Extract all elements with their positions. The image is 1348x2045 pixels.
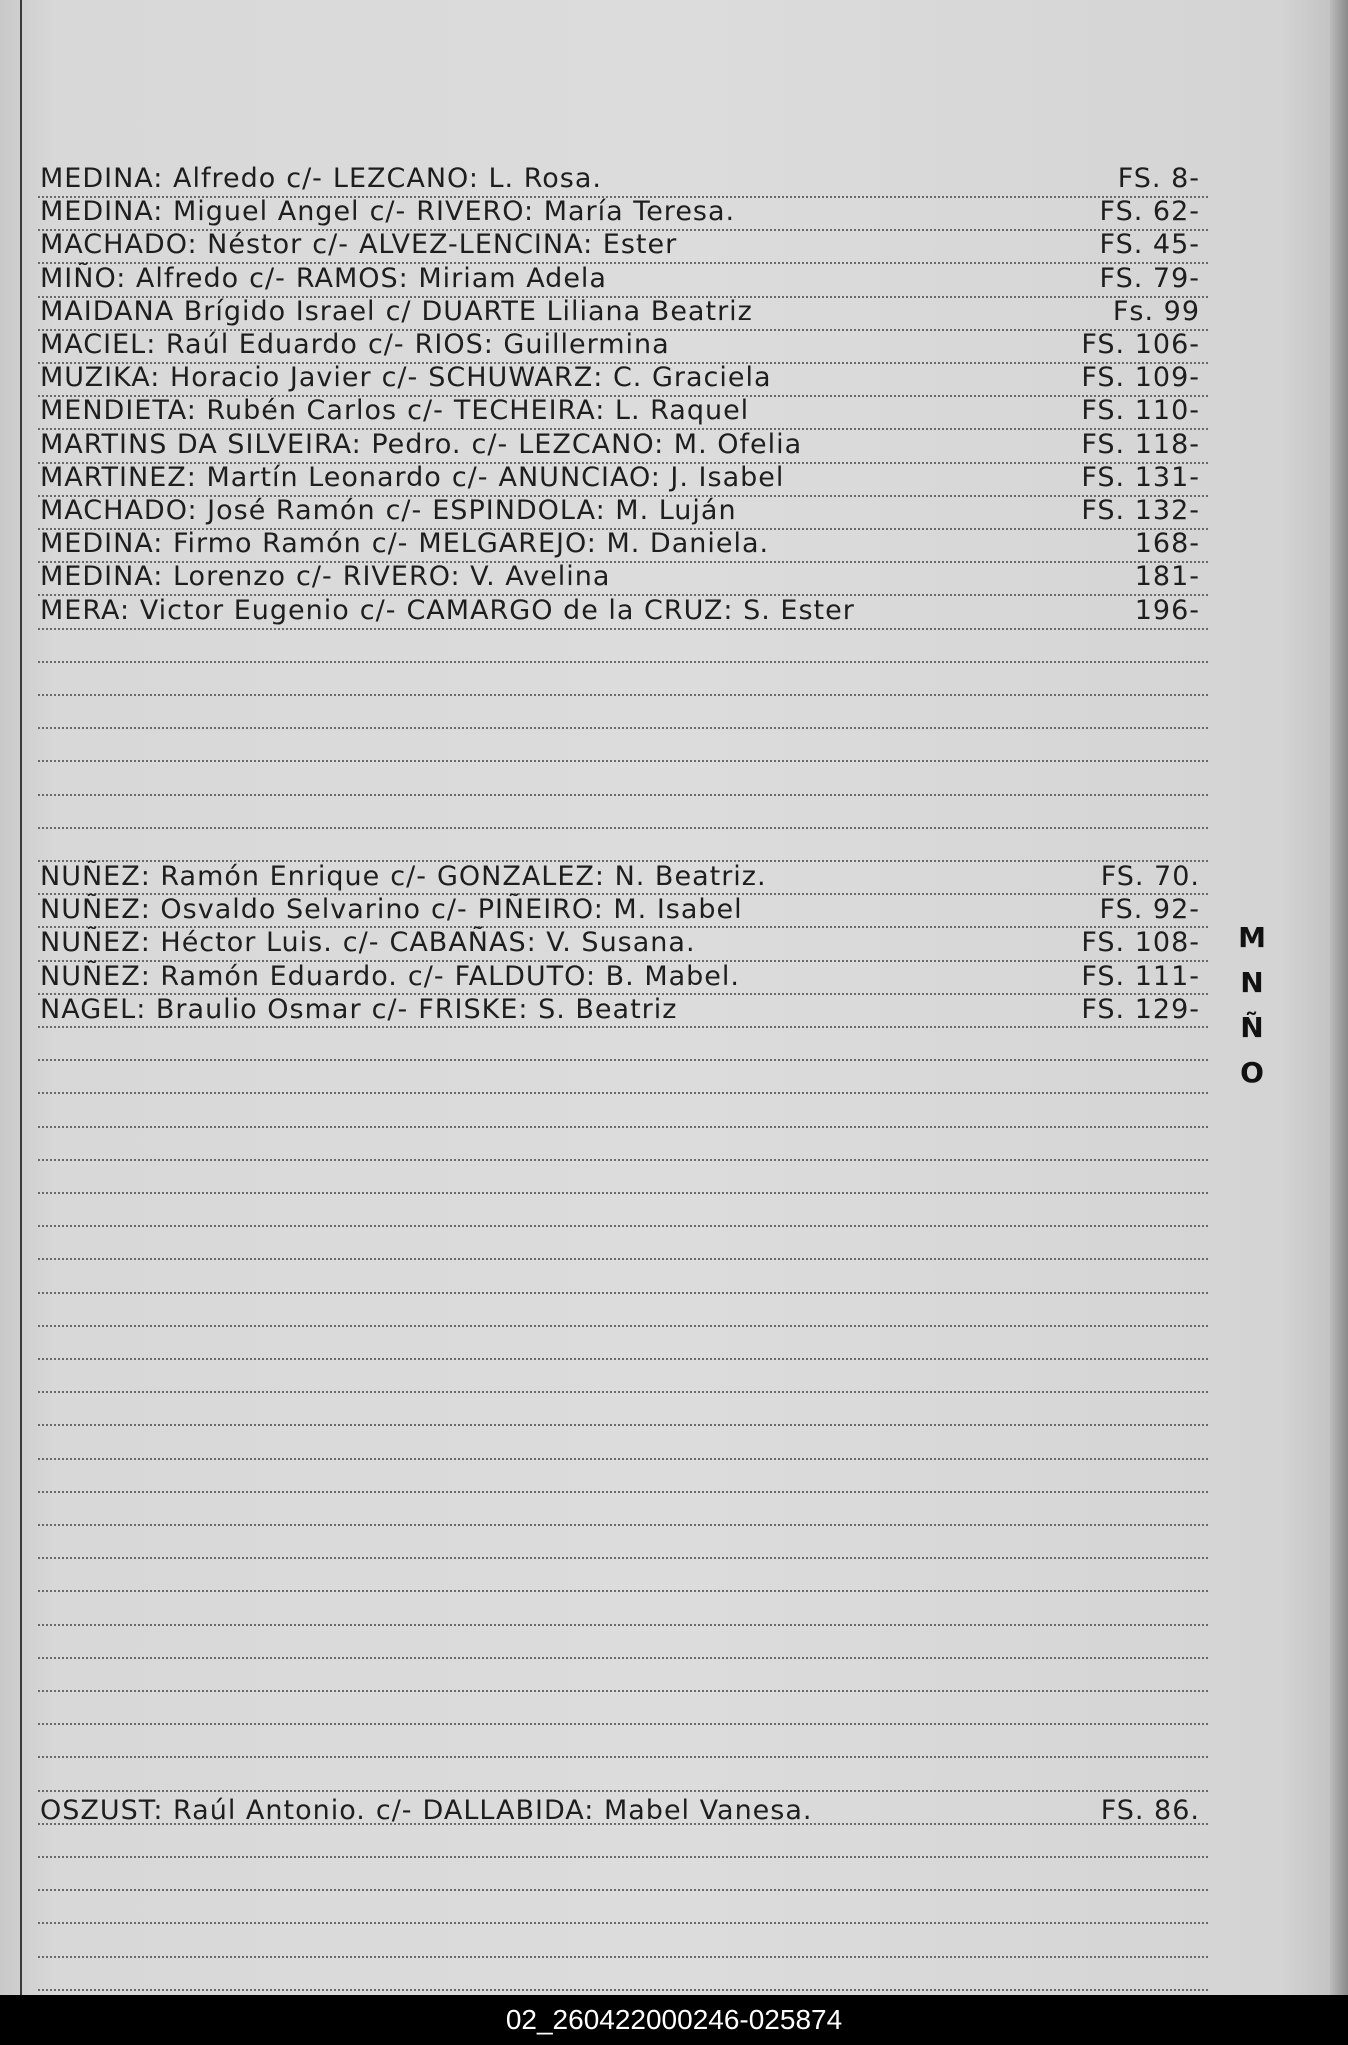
separator: c/- <box>312 229 349 260</box>
husband-name: NUÑEZ: Héctor Luis. <box>40 927 333 958</box>
wife-name: MELGAREJO: M. Daniela. <box>418 528 770 559</box>
folio-number: 181- <box>1134 561 1200 592</box>
marriage-entry <box>40 525 1220 559</box>
folio-number: FS. 129- <box>1081 994 1200 1025</box>
folio-number: FS. 110- <box>1081 395 1200 426</box>
ruled-line <box>38 1458 1208 1460</box>
folio-number: FS. 108- <box>1081 927 1200 958</box>
ruled-line <box>38 1424 1208 1426</box>
husband-name: MEDINA: Miguel Angel <box>40 196 360 227</box>
marriage-entry <box>40 592 1220 626</box>
separator: c/- <box>385 495 423 526</box>
ruled-line <box>38 794 1208 796</box>
ruled-line <box>38 1856 1208 1858</box>
ruled-line <box>38 1524 1208 1526</box>
ruled-line <box>38 1059 1208 1061</box>
husband-name: MARTINS DA SILVEIRA: Pedro. <box>40 429 462 460</box>
ruled-line <box>38 1756 1208 1758</box>
folio-number: FS. 118- <box>1081 429 1200 460</box>
ruled-line <box>38 1624 1208 1626</box>
ruled-line <box>38 1723 1208 1725</box>
husband-name: MAIDANA Brígido Israel <box>40 296 376 327</box>
marriage-entry <box>40 359 1220 393</box>
wife-name: RIOS: Guillermina <box>414 329 670 360</box>
husband-name: MUZIKA: Horacio Javier <box>40 362 372 393</box>
separator: c/- <box>375 1795 413 1826</box>
ruled-line <box>38 1922 1208 1924</box>
separator: c/- <box>286 163 323 194</box>
separator: c/- <box>371 528 409 559</box>
wife-name: PIÑEIRO: M. Isabel <box>477 894 743 925</box>
husband-name: MEDINA: Firmo Ramón <box>40 528 362 559</box>
separator: c/- <box>381 362 419 393</box>
folio-number: 168- <box>1134 528 1200 559</box>
wife-name: ANUNCIAO: J. Isabel <box>498 462 785 493</box>
margin-line <box>20 0 22 1995</box>
ruled-line <box>38 1225 1208 1227</box>
husband-name: MEDINA: Lorenzo <box>40 561 286 592</box>
husband-name: MEDINA: Alfredo <box>40 163 277 194</box>
wife-name: RAMOS: Miriam Adela <box>295 263 607 294</box>
ruled-line <box>38 1258 1208 1260</box>
wife-name: LEZCANO: L. Rosa. <box>332 163 602 194</box>
ruled-line <box>38 1092 1208 1094</box>
separator: c/- <box>359 595 397 626</box>
ruled-line <box>38 1989 1208 1991</box>
separator: c/- <box>407 395 444 426</box>
ruled-line <box>38 1358 1208 1360</box>
folio-number: FS. 106- <box>1081 329 1200 360</box>
separator: c/- <box>371 994 409 1025</box>
footer-id: 02_260422000246-025874 <box>0 1995 1348 2045</box>
ruled-line <box>38 1026 1208 1028</box>
ruled-line <box>38 1192 1208 1194</box>
husband-name: MACHADO: Néstor <box>40 229 303 260</box>
marriage-entry <box>40 558 1220 592</box>
marriage-entry <box>40 1792 1220 1826</box>
ruled-line <box>38 827 1208 829</box>
separator: c/- <box>342 927 380 958</box>
husband-name: NUÑEZ: Ramón Eduardo. <box>40 961 398 992</box>
folio-number: FS. 8- <box>1117 163 1200 194</box>
ruled-line <box>38 727 1208 729</box>
separator: c/- <box>390 861 427 892</box>
ruled-line <box>38 1391 1208 1393</box>
separator: c/- <box>296 561 333 592</box>
folio-number: Fs. 99 <box>1112 296 1200 327</box>
husband-name: MERA: Victor Eugenio <box>40 595 350 626</box>
marriage-entry <box>40 226 1220 260</box>
marriage-entry <box>40 459 1220 493</box>
wife-name: FALDUTO: B. Mabel. <box>454 961 740 992</box>
marriage-entry <box>40 991 1220 1025</box>
index-letters <box>1232 915 1272 1095</box>
marriage-entry <box>40 392 1220 426</box>
separator: c/- <box>407 961 445 992</box>
folio-number: FS. 79- <box>1099 263 1200 294</box>
separator: c/- <box>369 196 407 227</box>
folio-number: FS. 92- <box>1099 894 1200 925</box>
separator: c/- <box>249 263 286 294</box>
husband-name: NAGEL: Braulio Osmar <box>40 994 362 1025</box>
folio-number: FS. 62- <box>1099 196 1200 227</box>
separator: c/ <box>385 296 412 327</box>
ruled-line <box>38 628 1208 630</box>
ruled-line <box>38 1159 1208 1161</box>
marriage-entry <box>40 326 1220 360</box>
index-letter: M <box>1238 921 1266 954</box>
marriage-entry <box>40 891 1220 925</box>
page-edge <box>1330 0 1348 1995</box>
ruled-line <box>38 1325 1208 1327</box>
folio-number: FS. 70. <box>1100 861 1200 892</box>
husband-name: MENDIETA: Rubén Carlos <box>40 395 398 426</box>
wife-name: ALVEZ-LENCINA: Ester <box>358 229 678 260</box>
wife-name: CAMARGO de la CRUZ: S. Ester <box>406 595 855 626</box>
husband-name: MIÑO: Alfredo <box>40 263 240 294</box>
marriage-entry <box>40 958 1220 992</box>
wife-name: GONZALEZ: N. Beatriz. <box>436 861 767 892</box>
folio-number: FS. 132- <box>1081 495 1200 526</box>
marriage-entry <box>40 858 1220 892</box>
folio-number: FS. 45- <box>1099 229 1200 260</box>
ruled-line <box>38 1690 1208 1692</box>
separator: c/- <box>471 429 509 460</box>
wife-name: RIVERO: María Teresa. <box>416 196 736 227</box>
ruled-line <box>38 1590 1208 1592</box>
wife-name: SCHUWARZ: C. Graciela <box>428 362 772 393</box>
wife-name: FRISKE: S. Beatriz <box>418 994 678 1025</box>
marriage-entry <box>40 492 1220 526</box>
marriage-entry <box>40 293 1220 327</box>
husband-name: NUÑEZ: Ramón Enrique <box>40 861 381 892</box>
ruled-line <box>38 694 1208 696</box>
marriage-entry <box>40 160 1220 194</box>
wife-name: RIVERO: V. Avelina <box>342 561 611 592</box>
folio-number: 196- <box>1134 595 1200 626</box>
ruled-line <box>38 1956 1208 1958</box>
ruled-line <box>38 661 1208 663</box>
folio-number: FS. 109- <box>1081 362 1200 393</box>
husband-name: MARTINEZ: Martín Leonardo <box>40 462 442 493</box>
husband-name: MACHADO: José Ramón <box>40 495 376 526</box>
index-letter: N <box>1240 966 1264 999</box>
separator: c/- <box>367 329 405 360</box>
wife-name: DALLABIDA: Mabel Vanesa. <box>422 1795 813 1826</box>
husband-name: OSZUST: Raúl Antonio. <box>40 1795 366 1826</box>
folio-number: FS. 131- <box>1081 462 1200 493</box>
ruled-line <box>38 1557 1208 1559</box>
ruled-line <box>38 1292 1208 1294</box>
ruled-line <box>38 1889 1208 1891</box>
ruled-line <box>38 1657 1208 1659</box>
marriage-entry <box>40 260 1220 294</box>
index-letter: Ñ <box>1240 1011 1264 1044</box>
wife-name: LEZCANO: M. Ofelia <box>518 429 803 460</box>
folio-number: FS. 111- <box>1081 961 1200 992</box>
wife-name: ESPINDOLA: M. Luján <box>432 495 737 526</box>
wife-name: TECHEIRA: L. Raquel <box>453 395 750 426</box>
husband-name: NUÑEZ: Osvaldo Selvarino <box>40 894 421 925</box>
ruled-line <box>38 1126 1208 1128</box>
marriage-entry <box>40 426 1220 460</box>
folio-number: FS. 86. <box>1100 1795 1200 1826</box>
wife-name: DUARTE Liliana Beatriz <box>421 296 753 327</box>
wife-name: CABAÑAS: V. Susana. <box>389 927 696 958</box>
ruled-line <box>38 1491 1208 1493</box>
index-letter: O <box>1240 1056 1264 1089</box>
marriage-entry <box>40 924 1220 958</box>
separator: c/- <box>431 894 468 925</box>
ruled-line <box>38 760 1208 762</box>
husband-name: MACIEL: Raúl Eduardo <box>40 329 358 360</box>
separator: c/- <box>451 462 489 493</box>
marriage-entry <box>40 193 1220 227</box>
